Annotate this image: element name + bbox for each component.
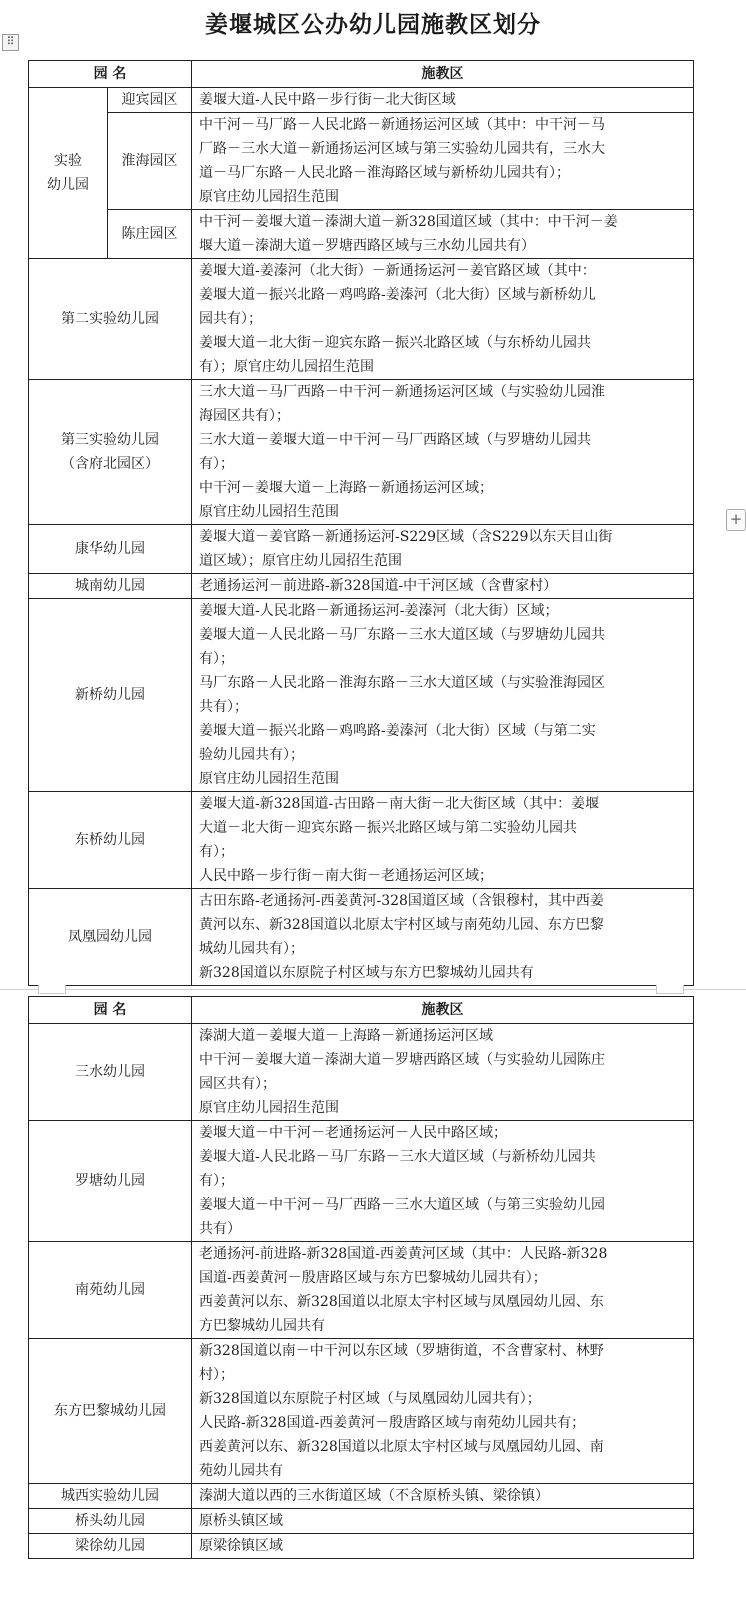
- area-cell: [192, 889, 694, 986]
- kindergarten-name: [29, 1339, 192, 1484]
- area-line: 姜堰大道－姜官路－新通扬运河-S229区域（含S229以东天目山街: [199, 529, 613, 545]
- table-row: [29, 525, 694, 574]
- area-cell: [192, 792, 694, 889]
- area-line: 姜堰大道－振兴北路－鸡鸣路-姜溱河（北大街）区域与新桥幼儿: [199, 287, 596, 303]
- area-cell: [192, 1339, 694, 1484]
- kindergarten-name: [29, 259, 192, 380]
- table-row: [29, 88, 694, 113]
- area-line: 园共有）；: [199, 311, 262, 327]
- kindergarten-name: [29, 889, 192, 986]
- area-line: 人民中路－步行街－南大街－老通扬运河区域；: [199, 868, 493, 884]
- area-line: 原官庄幼儿园招生范围: [199, 771, 339, 787]
- table-row: [29, 1024, 694, 1121]
- table-row: [29, 380, 694, 525]
- area-line: 黄河以东、新328国道以北原太宇村区域与南苑幼儿园、东方巴黎: [199, 917, 604, 933]
- name-line: 实验: [54, 153, 82, 169]
- table-row: [29, 574, 694, 599]
- kindergarten-name: [29, 525, 192, 574]
- table-row: [29, 113, 694, 210]
- kindergarten-name: [29, 1242, 192, 1339]
- area-cell: [192, 1484, 694, 1509]
- table-row: [29, 1339, 694, 1484]
- area-line: 人民路-新328国道-西姜黄河－殷唐路区域与南苑幼儿园共有；: [199, 1415, 586, 1431]
- area-line: 原桥头镇区域: [199, 1513, 283, 1529]
- campus-name: 淮海园区: [108, 113, 192, 210]
- area-line: 姜堰大道－北大街－迎宾东路－振兴北路区域（与东桥幼儿园共: [199, 335, 591, 351]
- area-line: 中干河－姜堰大道－上海路－新通扬运河区域；: [199, 480, 493, 496]
- area-line: 三水大道－姜堰大道－中干河－马厂西路区域（与罗塘幼儿园共: [199, 432, 591, 448]
- name-line: 城西实验幼儿园: [61, 1488, 159, 1504]
- area-line: 验幼儿园共有）；: [199, 747, 304, 763]
- kindergarten-name: [29, 1121, 192, 1242]
- table-row: [29, 599, 694, 792]
- table-row: [29, 1509, 694, 1534]
- table-header-row: [29, 61, 694, 88]
- district-table-part-2: [28, 996, 694, 1559]
- area-line: 新328国道以东原院子村区域与东方巴黎城幼儿园共有: [199, 965, 534, 981]
- area-line: 共有）；: [199, 699, 248, 715]
- area-line: 姜堰大道－中干河－马厂西路－三水大道区域（与第三实验幼儿园: [199, 1197, 605, 1213]
- name-line: 罗塘幼儿园: [75, 1173, 145, 1189]
- area-line: 园区共有）；: [199, 1076, 276, 1092]
- area-line: 马厂东路－人民北路－淮海东路－三水大道区域（与实验淮海园区: [199, 675, 605, 691]
- area-line: 堰大道－溱湖大道－罗塘西路区域与三水幼儿园共有）: [199, 238, 535, 254]
- table-row: [29, 1121, 694, 1242]
- header-enrollment-area: 施教区: [192, 61, 694, 88]
- area-line: 西姜黄河以东、新328国道以北原太宇村区域与凤凰园幼儿园、南: [199, 1439, 604, 1455]
- area-line: 原梁徐镇区域: [199, 1538, 283, 1554]
- area-line: 古田东路-老通扬河-西姜黄河-328国道区域（含银穆村，其中西姜: [199, 893, 604, 909]
- area-line: 城幼儿园共有）；: [199, 941, 304, 957]
- area-cell: [192, 88, 694, 113]
- kindergarten-name: [29, 1024, 192, 1121]
- kindergarten-name: [29, 380, 192, 525]
- area-cell: [192, 1534, 694, 1559]
- area-cell: [192, 1242, 694, 1339]
- kindergarten-name: [29, 1534, 192, 1559]
- table-row: [29, 259, 694, 380]
- area-line: 中干河－马厂路－人民北路－新通扬运河区域（其中：中干河－马: [199, 117, 605, 133]
- area-line: 姜堰大道－人民北路－马厂东路－三水大道区域（与罗塘幼儿园共: [199, 627, 605, 643]
- page-title: 姜堰城区公办幼儿园施教区划分: [205, 11, 541, 38]
- area-cell: [192, 259, 694, 380]
- area-line: 老通扬河-前进路-新328国道-西姜黄河区域（其中：人民路-新328: [199, 1246, 608, 1262]
- header-kindergarten-name: 园 名: [29, 997, 192, 1024]
- area-line: 姜堰大道-人民中路－步行街－北大街区域: [199, 92, 456, 108]
- area-line: 原官庄幼儿园招生范围: [199, 504, 339, 520]
- area-cell: [192, 1024, 694, 1121]
- area-line: 有）；: [199, 844, 234, 860]
- name-line: 桥头幼儿园: [75, 1513, 145, 1529]
- area-line: 姜堰大道－振兴北路－鸡鸣路-姜溱河（北大街）区域（与第二实: [199, 723, 596, 739]
- area-line: 中干河－姜堰大道－溱湖大道－罗塘西路区域（与实验幼儿园陈庄: [199, 1052, 605, 1068]
- table-row: [29, 889, 694, 986]
- kindergarten-name: [29, 574, 192, 599]
- area-line: 原官庄幼儿园招生范围: [199, 1100, 339, 1116]
- name-line: 东桥幼儿园: [75, 832, 145, 848]
- area-line: 大道－北大街－迎宾东路－振兴北路区域与第二实验幼儿园共: [199, 820, 577, 836]
- name-line: 第三实验幼儿园: [61, 432, 159, 448]
- name-line: 东方巴黎城幼儿园: [54, 1403, 166, 1419]
- area-line: 有）；原官庄幼儿园招生范围: [199, 359, 374, 375]
- area-line: 溱湖大道以西的三水街道区域（不含原桥头镇、梁徐镇）: [199, 1488, 549, 1504]
- area-line: 有）；: [199, 651, 234, 667]
- area-line: 有）；: [199, 456, 234, 472]
- area-line: 姜堰大道-人民北路－新通扬运河-姜溱河（北大街）区域；: [199, 603, 559, 619]
- area-line: 新328国道以东原院子村区域（与凤凰园幼儿园共有）；: [199, 1391, 541, 1407]
- page-corner-mark: [38, 985, 66, 994]
- table-row: [29, 1242, 694, 1339]
- area-line: 姜堰大道-新328国道-古田路－南大街－北大街区域（其中：姜堰: [199, 796, 600, 812]
- area-cell: [192, 210, 694, 259]
- area-line: 中干河－姜堰大道－溱湖大道－新328国道区域（其中：中干河－姜: [199, 214, 618, 230]
- area-line: 西姜黄河以东、新328国道以北原太宇村区域与凤凰园幼儿园、东: [199, 1294, 604, 1310]
- name-line: 新桥幼儿园: [75, 687, 145, 703]
- name-line: 梁徐幼儿园: [75, 1538, 145, 1554]
- area-line: 海园区共有）；: [199, 408, 290, 424]
- name-line: 幼儿园: [47, 177, 89, 193]
- area-cell: [192, 113, 694, 210]
- area-line: 三水大道－马厂西路－中干河－新通扬运河区域（与实验幼儿园淮: [199, 384, 605, 400]
- area-line: 姜堰大道-姜溱河（北大街）－新通扬运河－姜官路区域（其中：: [199, 263, 596, 279]
- area-line: 新328国道以南－中干河以东区域（罗塘街道，不含曹家村、林野: [199, 1343, 604, 1359]
- area-cell: [192, 1509, 694, 1534]
- campus-name: 陈庄园区: [108, 210, 192, 259]
- district-table-part-1: [28, 60, 694, 986]
- name-line: 城南幼儿园: [75, 578, 145, 594]
- name-line: （含府北园区）: [61, 456, 159, 472]
- area-cell: [192, 599, 694, 792]
- kindergarten-name: [29, 792, 192, 889]
- area-line: 道－马厂东路－人民北路－淮海路区域与新桥幼儿园共有）；: [199, 165, 570, 181]
- area-line: 共有）: [199, 1221, 241, 1237]
- area-line: 苑幼儿园共有: [199, 1463, 283, 1479]
- table-header-row: [29, 997, 694, 1024]
- area-line: 姜堰大道－中干河－老通扬运河－人民中路区域；: [199, 1125, 507, 1141]
- area-cell: [192, 525, 694, 574]
- table-row: [29, 1534, 694, 1559]
- name-line: 第二实验幼儿园: [61, 311, 159, 327]
- name-line: 康华幼儿园: [75, 541, 145, 557]
- kindergarten-name: [29, 1509, 192, 1534]
- area-line: 有）；: [199, 1173, 234, 1189]
- area-cell: [192, 574, 694, 599]
- area-cell: [192, 380, 694, 525]
- area-line: 村）；: [199, 1367, 234, 1383]
- area-line: 原官庄幼儿园招生范围: [199, 189, 339, 205]
- kindergarten-name: [29, 1484, 192, 1509]
- campus-name: 迎宾园区: [108, 88, 192, 113]
- area-line: 老通扬运河－前进路-新328国道-中干河区域（含曹家村）: [199, 578, 558, 594]
- area-line: 国道-西姜黄河－殷唐路区域与东方巴黎城幼儿园共有）；: [199, 1270, 547, 1286]
- header-enrollment-area: 施教区: [192, 997, 694, 1024]
- table-drag-handle-icon[interactable]: ⠿: [2, 34, 19, 51]
- area-line: 厂路－三水大道－新通扬运河区域与第三实验幼儿园共有，三水大: [199, 141, 605, 157]
- area-line: 方巴黎城幼儿园共有: [199, 1318, 325, 1334]
- area-cell: [192, 1121, 694, 1242]
- area-line: 姜堰大道-人民北路－马厂东路－三水大道区域（与新桥幼儿园共: [199, 1149, 596, 1165]
- kindergarten-name: [29, 599, 192, 792]
- page-break-divider: [0, 989, 746, 990]
- name-line: 三水幼儿园: [75, 1064, 145, 1080]
- add-column-button[interactable]: +: [726, 509, 746, 531]
- area-line: 道区域）；原官庄幼儿园招生范围: [199, 553, 402, 569]
- table-row: [29, 1484, 694, 1509]
- page-corner-mark: [656, 985, 684, 994]
- area-line: 溱湖大道－姜堰大道－上海路－新通扬运河区域: [199, 1028, 493, 1044]
- table-row: [29, 210, 694, 259]
- name-line: 凤凰园幼儿园: [68, 929, 152, 945]
- header-kindergarten-name: 园 名: [29, 61, 192, 88]
- name-line: 南苑幼儿园: [75, 1282, 145, 1298]
- table-row: [29, 792, 694, 889]
- shiyan-kindergarten-name: [29, 88, 108, 259]
